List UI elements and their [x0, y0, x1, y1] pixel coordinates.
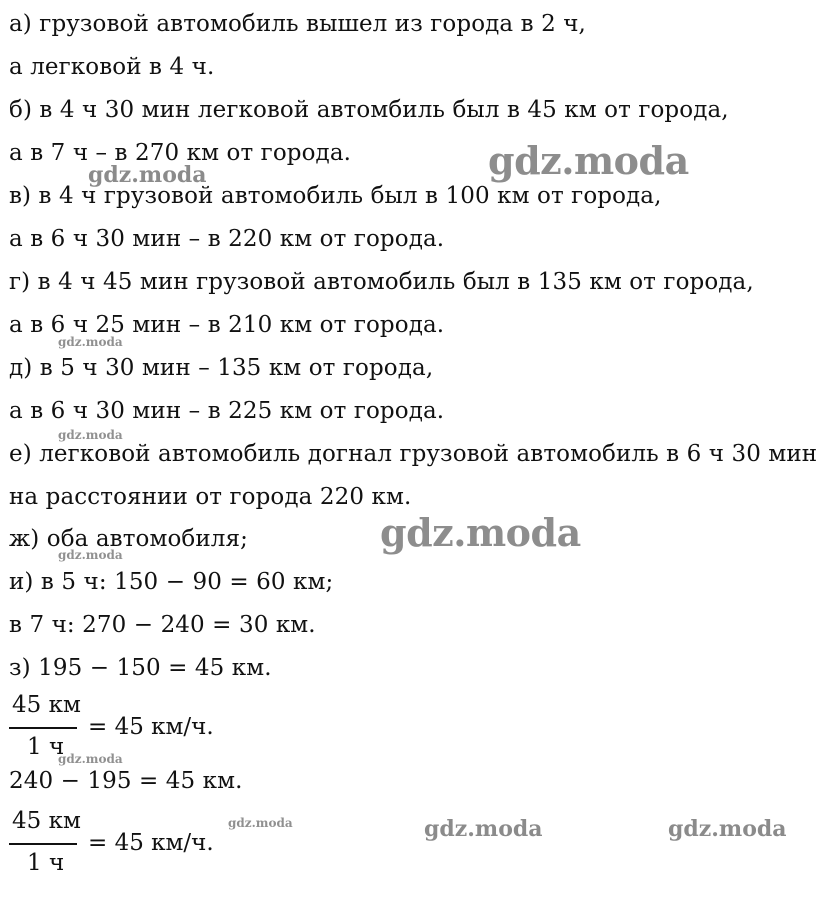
- text-line-i2: в 7 ч: 270 − 240 = 30 км.: [9, 612, 316, 638]
- watermark-logo: gdz.moda: [58, 428, 123, 442]
- fraction-numerator: 45 км: [12, 692, 81, 718]
- fraction-bar: [9, 727, 77, 729]
- text-line-zh: ж) оба автомобиля;: [9, 526, 248, 552]
- watermark-logo: gdz.moda: [488, 138, 689, 183]
- text-line-v2: а в 6 ч 30 мин – в 220 км от города.: [9, 226, 445, 252]
- watermark-logo: gdz.moda: [380, 510, 581, 555]
- text-line-a2: а легковой в 4 ч.: [9, 54, 215, 80]
- text-line-z1: з) 195 − 150 = 45 км.: [9, 655, 272, 681]
- text-line-i1: и) в 5 ч: 150 − 90 = 60 км;: [9, 569, 334, 595]
- fraction-denominator: 1 ч: [27, 850, 65, 876]
- text-line-b1: б) в 4 ч 30 мин легковой автомбиль был в 45 км от города,: [9, 97, 729, 123]
- text-line-d1: д) в 5 ч 30 мин – 135 км от города,: [9, 355, 434, 381]
- text-line-v1: в) в 4 ч грузовой автомобиль был в 100 км от города,: [9, 183, 662, 209]
- text-line-e2: на расстоянии от города 220 км.: [9, 484, 412, 510]
- text-line-g2: а в 6 ч 25 мин – в 210 км от города.: [9, 312, 445, 338]
- fraction-numerator: 45 км: [12, 808, 81, 834]
- text-line-a1: а) грузовой автомобиль вышел из города в 2 ч,: [9, 11, 586, 37]
- text-line-b2: а в 7 ч – в 270 км от города.: [9, 140, 352, 166]
- text-line-e1: е) легковой автомобиль догнал грузовой автомобиль в 6 ч 30 мин: [9, 441, 818, 467]
- text-line-z2: 240 − 195 = 45 км.: [9, 768, 243, 794]
- fraction-result: = 45 км/ч.: [88, 830, 214, 856]
- fraction-bar: [9, 843, 77, 845]
- watermark-logo: gdz.moda: [668, 816, 787, 842]
- watermark-logo: gdz.moda: [58, 752, 123, 766]
- fraction-result: = 45 км/ч.: [88, 714, 214, 740]
- watermark-logo: gdz.moda: [58, 548, 123, 562]
- text-line-g1: г) в 4 ч 45 мин грузовой автомобиль был в 135 км от города,: [9, 269, 754, 295]
- text-line-d2: а в 6 ч 30 мин – в 225 км от города.: [9, 398, 445, 424]
- watermark-logo: gdz.moda: [228, 816, 293, 830]
- watermark-logo: gdz.moda: [58, 335, 123, 349]
- fraction-denominator: 1 ч: [27, 734, 65, 760]
- watermark-logo: gdz.moda: [424, 816, 543, 842]
- watermark-logo: gdz.moda: [88, 162, 207, 188]
